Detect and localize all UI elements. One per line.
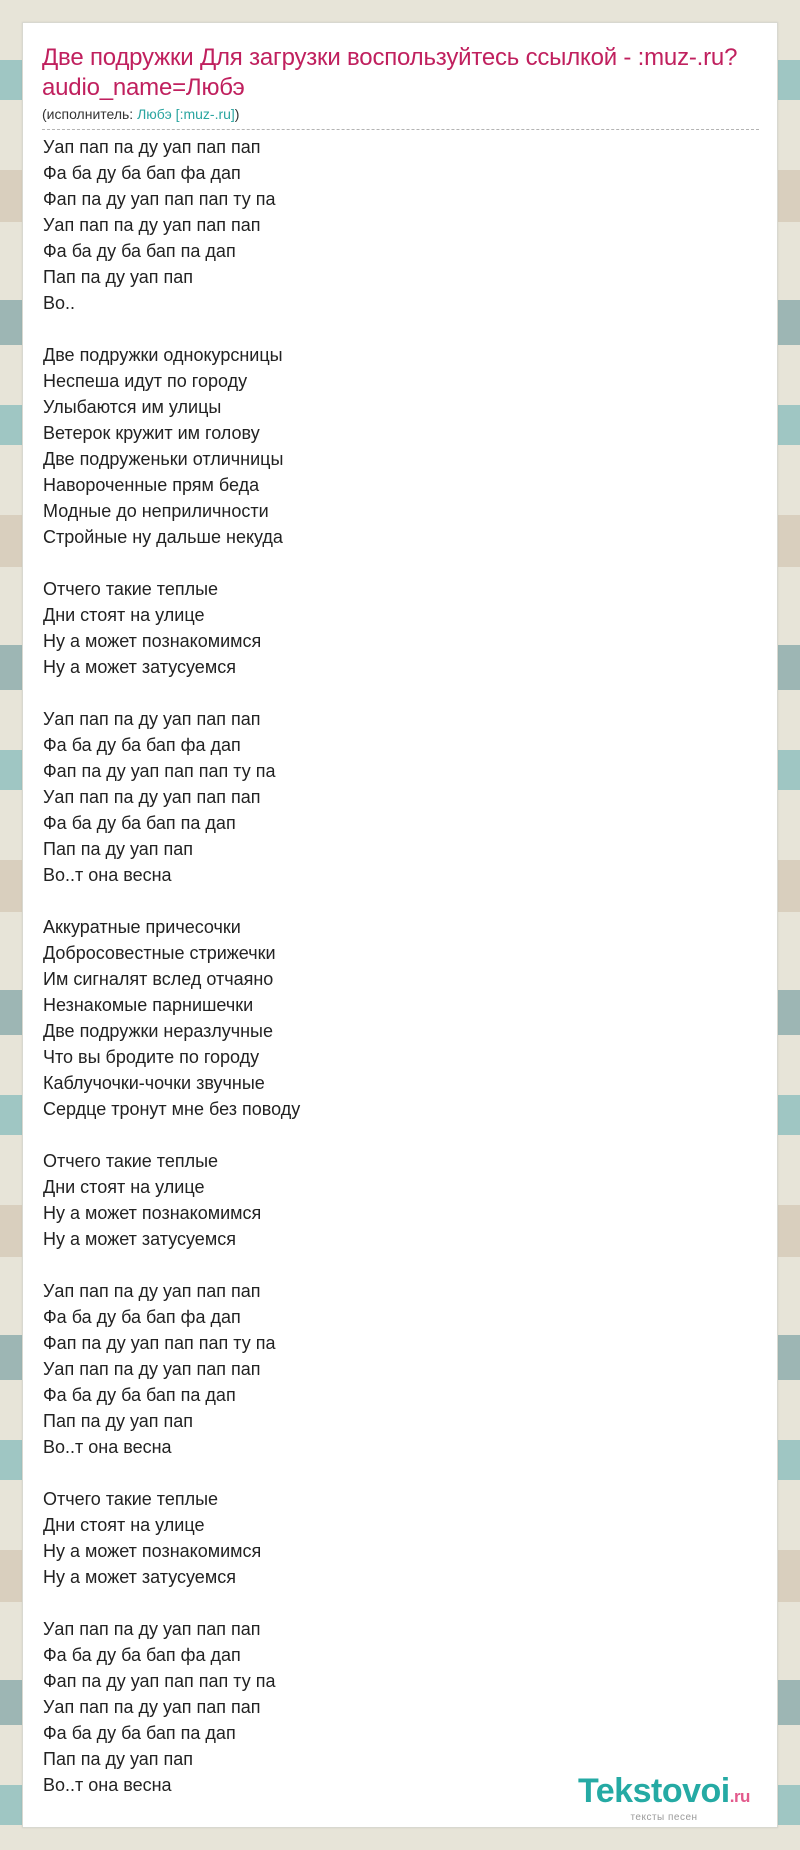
lyrics-line: Пап па ду уап пап [43,1749,194,1769]
lyrics-blank-line [43,550,743,576]
lyrics-line: Фап па ду уап пап пап ту па [43,761,276,781]
lyrics-blank-line [43,1460,743,1486]
lyrics-line: Ну а может затусуемся [43,1567,236,1587]
lyrics-line: Фа ба ду ба бап фа дап [43,1645,241,1665]
site-logo[interactable] [559,1773,769,1823]
lyrics-line: Незнакомые парнишечки [43,995,254,1015]
lyrics-line: Фап па ду уап пап пап ту па [43,1333,276,1353]
lyrics-line: Дни стоят на улице [43,1177,205,1197]
lyrics-line: Уап пап па ду уап пап пап [43,1359,261,1379]
lyrics-line: Отчего такие теплые [43,1151,219,1171]
lyrics-line: Отчего такие теплые [43,579,219,599]
lyrics-line: Ну а может затусуемся [43,657,236,677]
lyrics-line: Во.. [43,293,76,313]
lyrics-line: Пап па ду уап пап [43,1411,194,1431]
lyrics-line: Фап па ду уап пап пап ту па [43,1671,276,1691]
lyrics-line: Ну а может познакомимся [43,631,262,651]
lyrics-line: Уап пап па ду уап пап пап [43,1619,261,1639]
lyrics-line: Дни стоят на улице [43,605,205,625]
lyrics-line: Уап пап па ду уап пап пап [43,1281,261,1301]
logo-tld: .ru [729,1787,750,1806]
artist-suffix: ) [234,106,240,122]
artist-link[interactable]: Любэ [:muz-.ru] [137,106,235,122]
lyrics-line: Ну а может затусуемся [43,1229,236,1249]
lyrics-line: Стройные ну дальше некуда [43,527,283,547]
lyrics-line: Фа ба ду ба бап фа дап [43,1307,241,1327]
lyrics-blank-line [43,1122,743,1148]
lyrics-line: Фа ба ду ба бап па дап [43,241,236,261]
lyrics-line: Фа ба ду ба бап па дап [43,813,236,833]
lyrics-text [43,134,743,1798]
lyrics-line: Уап пап па ду уап пап пап [43,787,261,807]
lyrics-line: Пап па ду уап пап [43,267,194,287]
lyrics-line: Во..т она весна [43,1775,172,1795]
lyrics-card [22,22,778,1828]
lyrics-line: Во..т она весна [43,1437,172,1457]
lyrics-line: Отчего такие теплые [43,1489,219,1509]
lyrics-line: Две подруженьки отличницы [43,449,284,469]
lyrics-line: Уап пап па ду уап пап пап [43,1697,261,1717]
lyrics-blank-line [43,1590,743,1616]
lyrics-line: Модные до неприличности [43,501,269,521]
lyrics-line: Фа ба ду ба бап па дап [43,1385,236,1405]
lyrics-line: Уап пап па ду уап пап пап [43,137,261,157]
lyrics-line: Навороченные прям беда [43,475,260,495]
lyrics-line: Что вы бродите по городу [43,1047,260,1067]
lyrics-line: Фа ба ду ба бап фа дап [43,735,241,755]
lyrics-line: Сердце тронут мне без поводу [43,1099,301,1119]
logo-tagline: тексты песен [630,1812,698,1823]
lyrics-line: Улыбаются им улицы [43,397,222,417]
lyrics-line: Уап пап па ду уап пап пап [43,709,261,729]
lyrics-line: Неспеша идут по городу [43,371,248,391]
lyrics-line: Уап пап па ду уап пап пап [43,215,261,235]
artist-line [42,105,759,130]
logo-name: Tekstovoi [578,1772,730,1810]
lyrics-blank-line [43,680,743,706]
logo-wordmark [559,1773,769,1815]
lyrics-line: Фа ба ду ба бап фа дап [43,163,241,183]
lyrics-line: Две подружки неразлучные [43,1021,274,1041]
song-header [42,43,759,130]
lyrics-line: Пап па ду уап пап [43,839,194,859]
page-title: Две подружки Для загрузки воспользуйтесь ссылкой - :muz-.ru?audio_name=Любэ [42,44,738,101]
lyrics-line: Им сигналят вслед отчаяно [43,969,274,989]
lyrics-line: Ну а может познакомимся [43,1541,262,1561]
lyrics-blank-line [43,316,743,342]
artist-prefix: (исполнитель: [42,106,138,122]
lyrics-line: Во..т она весна [43,865,172,885]
lyrics-line: Дни стоят на улице [43,1515,205,1535]
lyrics-line: Добросовестные стрижечки [43,943,276,963]
lyrics-line: Каблучочки-чочки звучные [43,1073,265,1093]
lyrics-line: Ну а может познакомимся [43,1203,262,1223]
lyrics-line: Аккуратные причесочки [43,917,241,937]
lyrics-blank-line [43,1252,743,1278]
lyrics-blank-line [43,888,743,914]
lyrics-line: Две подружки однокурсницы [43,345,283,365]
lyrics-line: Фап па ду уап пап пап ту па [43,189,276,209]
lyrics-line: Фа ба ду ба бап па дап [43,1723,236,1743]
lyrics-line: Ветерок кружит им голову [43,423,260,443]
